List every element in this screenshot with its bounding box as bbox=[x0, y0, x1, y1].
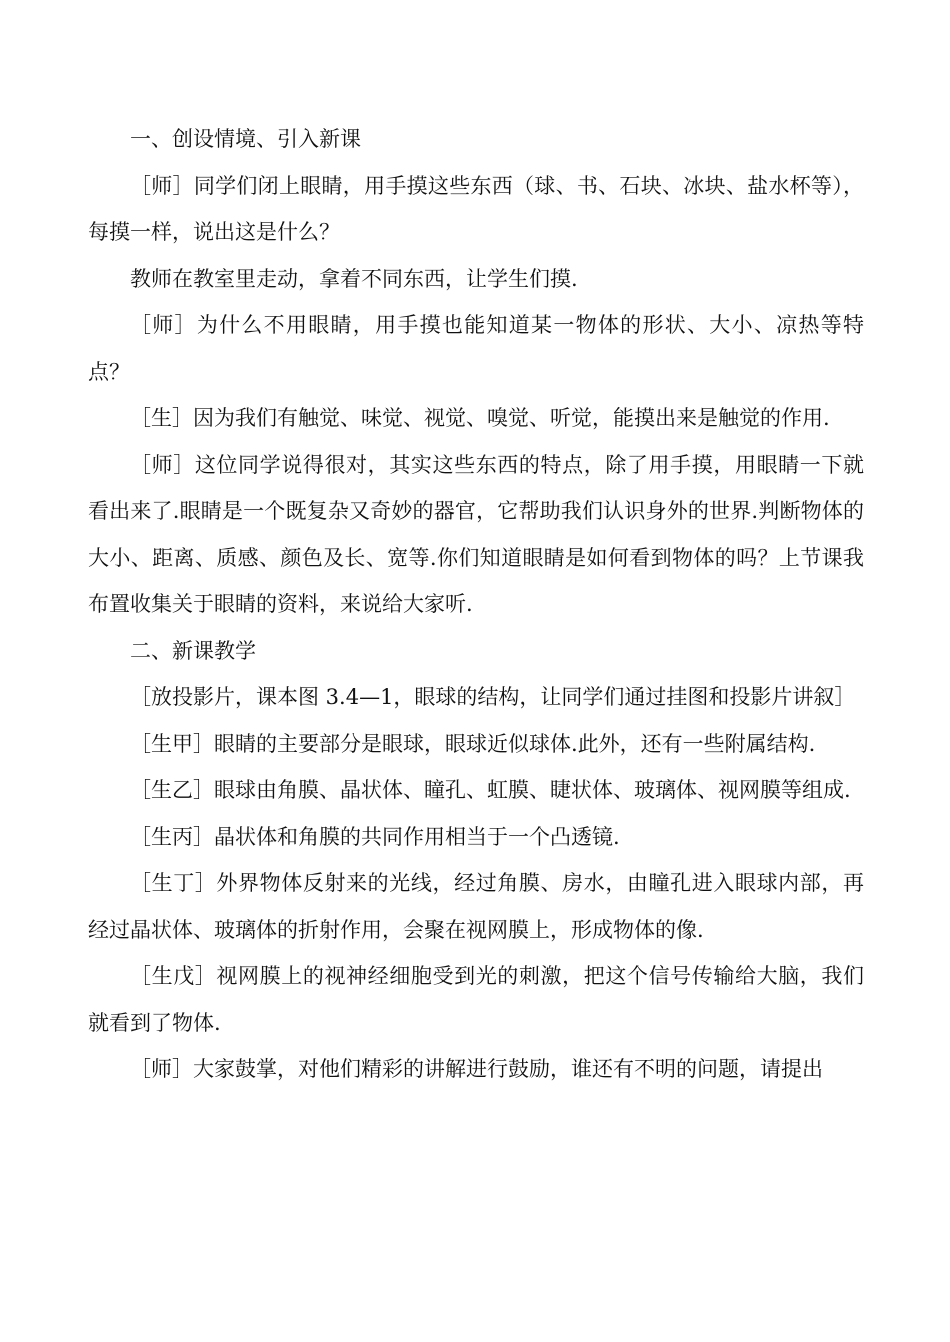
student-e-line: ［生戊］视网膜上的视神经细胞受到光的刺激，把这个信号传输给大脑，我们就看到了物体. bbox=[88, 964, 864, 1035]
section-heading-new-lesson: 二、新课教学 bbox=[130, 638, 256, 663]
student-b-line: ［生乙］眼球由角膜、晶状体、瞳孔、虹膜、睫状体、玻璃体、视网膜等组成. bbox=[130, 778, 851, 802]
student-answer-senses: ［生］因为我们有触觉、味觉、视觉、嗅觉、听觉，能摸出来是触觉的作用. bbox=[130, 406, 830, 430]
teacher-action-note: 教师在教室里走动，拿着不同东西，让学生们摸. bbox=[130, 266, 578, 291]
student-c-line: ［生丙］晶状体和角膜的共同作用相当于一个凸透镜. bbox=[130, 824, 620, 849]
student-a-line: ［生甲］眼睛的主要部分是眼球，眼球近似球体.此外，还有一些附属结构. bbox=[130, 731, 816, 756]
teacher-line-touch-objects: ［师］同学们闭上眼睛，用手摸这些东西（球、书、石块、冰块、盐水杯等），每摸一样，说出这是什么？ bbox=[88, 173, 864, 244]
document-page bbox=[88, 116, 864, 1093]
student-d-line: ［生丁］外界物体反射来的光线，经过角膜、房水，由瞳孔进入眼球内部，再经过晶状体、玻璃体的折射作用，会聚在视网膜上，形成物体的像. bbox=[88, 871, 864, 942]
projector-instruction: ［放投影片，课本图 3.4—1，眼球的结构，让同学们通过挂图和投影片讲叙］ bbox=[130, 685, 856, 709]
teacher-closing-line: ［师］大家鼓掌，对他们精彩的讲解进行鼓励，谁还有不明的问题，请提出 bbox=[130, 1057, 823, 1081]
teacher-question-why: ［师］为什么不用眼睛，用手摸也能知道某一物体的形状、大小、凉热等特点？ bbox=[88, 313, 864, 384]
teacher-line-eye-intro: ［师］这位同学说得很对，其实这些东西的特点，除了用手摸，用眼睛一下就看出来了.眼睛是一个既复杂又奇妙的器官，它帮助我们认识身外的世界.判断物体的大小、距离、质感、颜色及长、宽等.你们知道眼睛是如何看到物体的吗？上节课我布置收集关于眼睛的资料，来说给大家听. bbox=[88, 452, 864, 616]
section-heading-create-situation: 一、创设情境、引入新课 bbox=[130, 127, 361, 151]
